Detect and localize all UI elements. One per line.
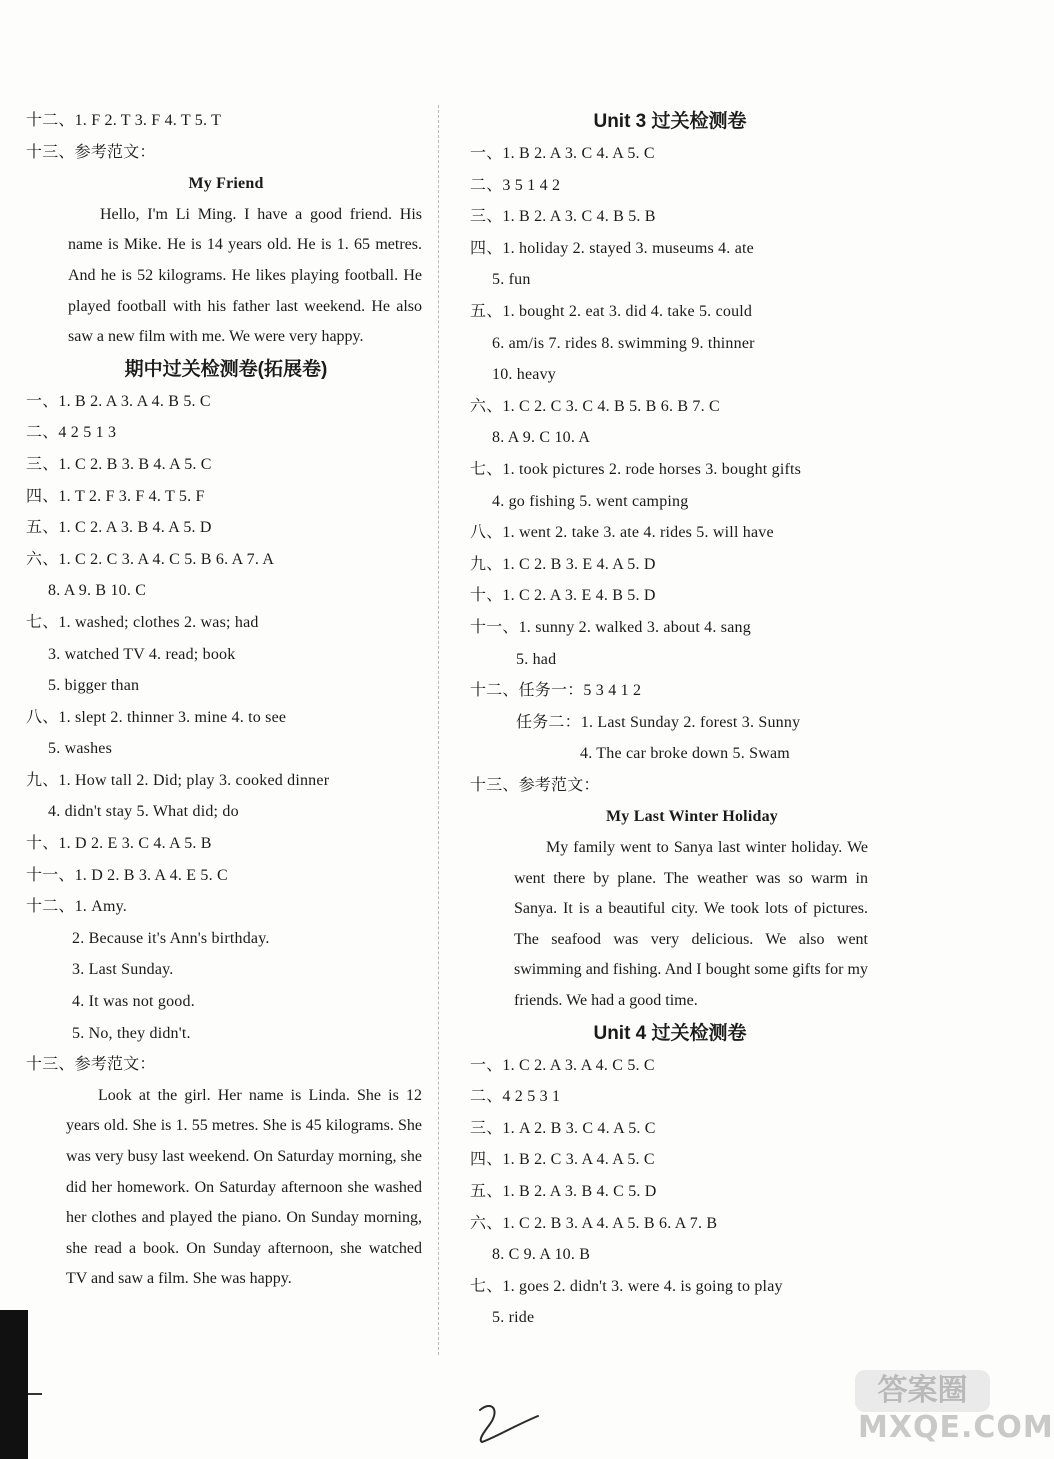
watermark-url: MXQE.COM: [858, 1410, 1054, 1445]
answer-line: 四、1. B 2. C 3. A 4. A 5. C: [470, 1151, 655, 1169]
answer-line: 4. didn't stay 5. What did; do: [48, 803, 239, 821]
section-heading: 期中过关检测卷(拓展卷): [124, 358, 328, 380]
answer-line: 5. ride: [492, 1309, 535, 1327]
essay-paragraph: My family went to Sanya last winter holiday. We went there by plane. The weather was so warm in Sanya. It is a beautiful city. We took lots of pictures. The seafood was very delicious. We also went swimming and fishing. And I bought some gifts for my friends. We had a good time.: [514, 839, 868, 1010]
answer-line: 二、3 5 1 4 2: [470, 176, 561, 194]
answer-line: 一、1. C 2. A 3. A 4. C 5. C: [470, 1056, 655, 1074]
answer-line: 十二、1. F 2. T 3. F 4. T 5. T: [26, 112, 222, 129]
answer-line: 5. bigger than: [48, 677, 140, 695]
answer-line: 4. go fishing 5. went camping: [492, 492, 689, 510]
answer-line: 4. The car broke down 5. Swam: [580, 745, 790, 763]
answer-line: 5. washes: [48, 740, 113, 758]
answer-line: 十、1. D 2. E 3. C 4. A 5. B: [26, 835, 212, 853]
answer-line: 十二、任务一：5 3 4 1 2: [470, 682, 642, 700]
answer-line: 十、1. C 2. A 3. E 4. B 5. D: [470, 587, 656, 605]
answer-line: 三、1. A 2. B 3. C 4. A 5. C: [470, 1119, 656, 1137]
answer-line: 十一、1. sunny 2. walked 3. about 4. sang: [470, 618, 751, 636]
answer-line: 四、1. T 2. F 3. F 4. T 5. F: [26, 487, 205, 505]
right-column: [470, 105, 870, 1334]
answer-line: 三、1. C 2. B 3. B 4. A 5. C: [26, 455, 212, 473]
section-heading: Unit 3 过关检测卷: [593, 111, 747, 132]
answer-line: 2. Because it's Ann's birthday.: [72, 929, 270, 947]
answer-line: 3. watched TV 4. read; book: [48, 645, 236, 663]
answer-line: 八、1. slept 2. thinner 3. mine 4. to see: [26, 708, 287, 726]
answer-line: 十一、1. D 2. B 3. A 4. E 5. C: [26, 866, 228, 884]
essay-paragraph: Look at the girl. Her name is Linda. She is 12 years old. She is 1. 55 metres. She is 45 kilograms. She was very busy last weekend. On Saturday morning, she did her homework. On Saturday afternoon she washed her clothes and played the piano. On Sunday morning, she read a book. On Sunday afternoon, she watched TV and saw a film. She was happy.: [66, 1086, 422, 1288]
watermark-logo: 答案圈: [855, 1370, 990, 1412]
answer-line: 八、1. went 2. take 3. ate 4. rides 5. will have: [470, 524, 774, 542]
answer-line: 五、1. B 2. A 3. B 4. C 5. D: [470, 1183, 657, 1200]
essay-title: My Last Winter Holiday: [606, 808, 778, 826]
answer-line: 九、1. How tall 2. Did; play 3. cooked dinner: [26, 771, 330, 789]
answer-line: 10. heavy: [492, 366, 557, 384]
answer-line: 五、1. bought 2. eat 3. did 4. take 5. could: [470, 302, 753, 320]
handwritten-page-mark: [474, 1398, 544, 1446]
answer-list: [26, 386, 426, 1081]
answer-line: 九、1. C 2. B 3. E 4. A 5. D: [470, 555, 656, 573]
answer-list: [470, 138, 870, 801]
answer-line: 七、1. washed; clothes 2. was; had: [26, 613, 259, 631]
answer-line: 一、1. B 2. A 3. C 4. A 5. C: [470, 145, 655, 162]
answer-line: 6. am/is 7. rides 8. swimming 9. thinner: [492, 334, 755, 352]
essay-title: My Friend: [188, 175, 264, 193]
answer-line: 二、4 2 5 3 1: [470, 1088, 561, 1106]
page-edge-bar: [0, 1310, 28, 1459]
answer-line: 二、4 2 5 1 3: [26, 424, 117, 442]
section-heading: Unit 4 过关检测卷: [593, 1022, 747, 1044]
answer-list: [470, 1050, 870, 1334]
column-divider: [438, 105, 439, 1355]
answer-line: 5. had: [516, 650, 557, 668]
answer-line: 六、1. C 2. C 3. A 4. C 5. B 6. A 7. A: [26, 550, 275, 568]
answer-line: 六、1. C 2. B 3. A 4. A 5. B 6. A 7. B: [470, 1214, 718, 1232]
answer-line: 十三、参考范文：: [26, 1056, 156, 1074]
answer-line: 三、1. B 2. A 3. C 4. B 5. B: [470, 208, 656, 226]
answer-line: 十三、参考范文：: [470, 776, 600, 794]
page-edge-tick: [28, 1393, 42, 1395]
answer-line: 8. A 9. C 10. A: [492, 429, 591, 447]
answer-line: 8. A 9. B 10. C: [48, 582, 147, 600]
answer-line: 5. No, they didn't.: [72, 1024, 191, 1042]
essay-paragraph: Hello, I'm Li Ming. I have a good friend. His name is Mike. He is 14 years old. He is 1. 65 metres. And he is 52 kilograms. He likes playing football. He played football with his father last weekend. He also saw a new film with me. We were very happy.: [68, 205, 422, 346]
left-column: [26, 105, 426, 1295]
answer-line: 任务二：1. Last Sunday 2. forest 3. Sunny: [516, 713, 801, 731]
answer-line: 4. It was not good.: [72, 993, 195, 1011]
answer-line: 七、1. took pictures 2. rode horses 3. bought gifts: [470, 460, 802, 478]
answer-line: 8. C 9. A 10. B: [492, 1246, 591, 1264]
answer-line: 七、1. goes 2. didn't 3. were 4. is going to play: [470, 1277, 783, 1295]
answer-line: 四、1. holiday 2. stayed 3. museums 4. ate: [470, 239, 754, 257]
answer-line: 3. Last Sunday.: [72, 961, 174, 979]
answer-line: 十二、1. Amy.: [26, 898, 127, 916]
answer-line: 5. fun: [492, 271, 531, 289]
answer-line: 六、1. C 2. C 3. C 4. B 5. B 6. B 7. C: [470, 397, 720, 415]
answer-line: 五、1. C 2. A 3. B 4. A 5. D: [26, 519, 212, 537]
answer-line: 一、1. B 2. A 3. A 4. B 5. C: [26, 392, 211, 410]
answer-line: 十三、参考范文：: [26, 143, 156, 161]
